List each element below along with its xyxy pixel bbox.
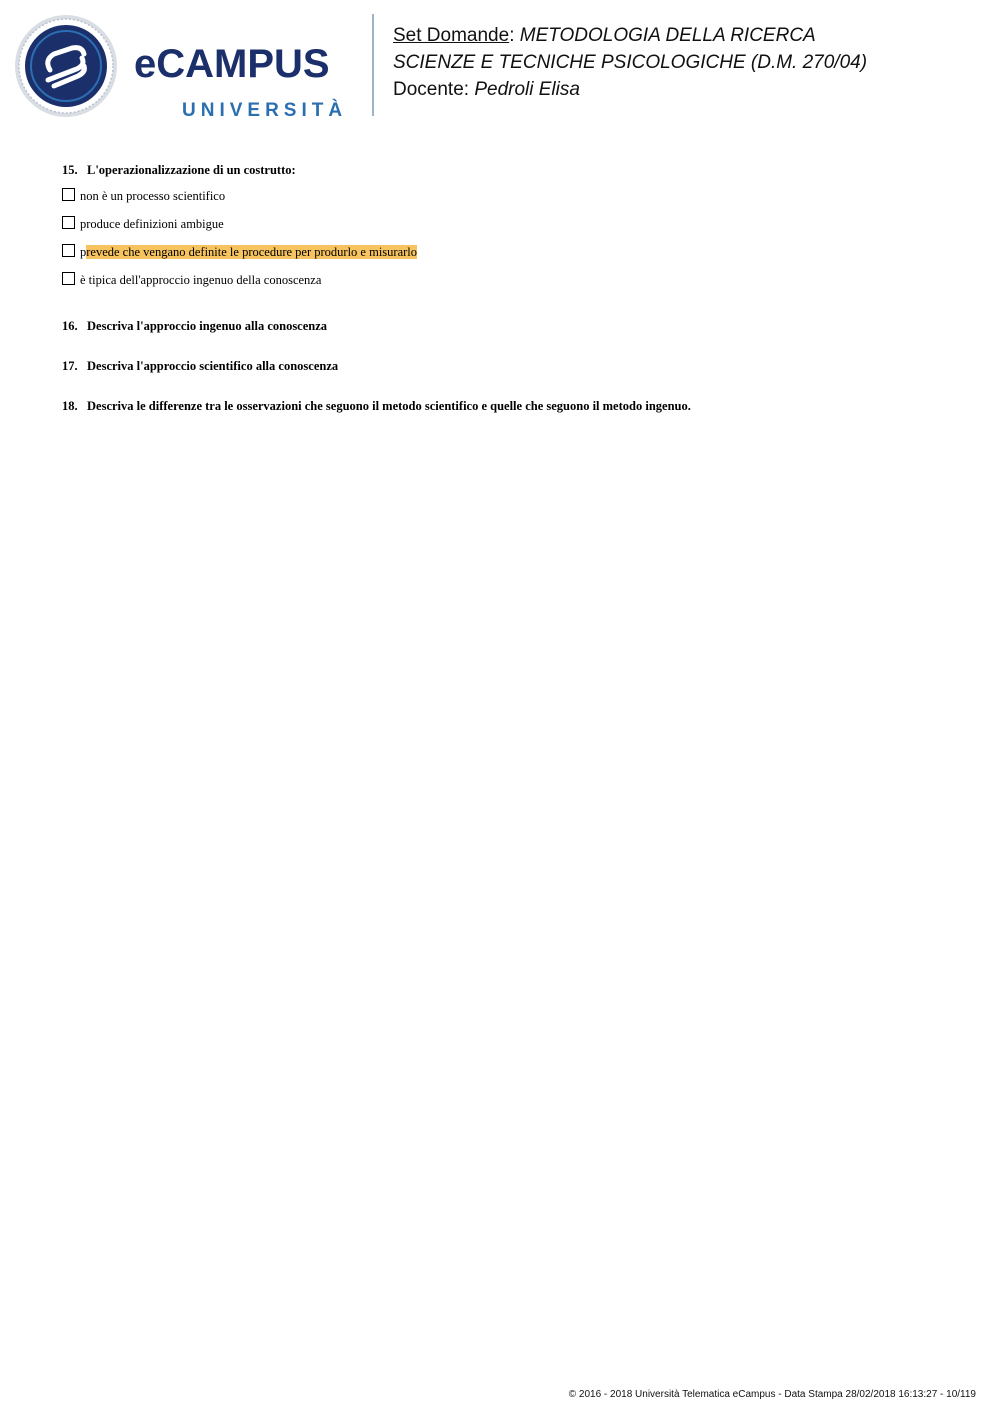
answer-checkbox[interactable] [62, 216, 75, 229]
answer-text: produce definizioni ambigue [80, 217, 224, 231]
docente-label: Docente: [393, 79, 470, 100]
answer-option[interactable] [62, 188, 962, 216]
question-number: 17. [62, 359, 78, 373]
answer-text-start: p [80, 245, 87, 259]
question-text: Descriva l'approccio scientifico alla conoscenza [87, 359, 339, 373]
questions-list [62, 162, 962, 414]
answer-checkbox[interactable] [62, 272, 75, 285]
question-number: 18. [62, 399, 78, 413]
set-title-line2: SCIENZE E TECNICHE PSICOLOGICHE (D.M. 270/04) [393, 52, 868, 73]
set-title-line2-row [393, 49, 993, 76]
answer-text [80, 244, 417, 260]
answer-option[interactable] [62, 216, 962, 244]
brand-subtitle: UNIVERSITÀ [182, 100, 348, 121]
answer-checkbox[interactable] [62, 244, 75, 257]
question-text: Descriva le differenze tra le osservazioni che seguono il metodo scientifico e quelle che seguono il metodo ingenuo. [87, 399, 691, 413]
question-text: L'operazionalizzazione di un costrutto: [87, 163, 296, 177]
docente-name: Pedroli Elisa [474, 79, 580, 100]
question-15 [62, 162, 962, 300]
question-number: 15. [62, 163, 78, 177]
question-title [62, 162, 962, 178]
set-label: Set Domande [393, 25, 510, 46]
header-info [393, 22, 993, 103]
ecampus-logo [14, 14, 359, 121]
answer-options [62, 188, 962, 300]
answer-option[interactable] [62, 272, 962, 300]
answer-text: non è un processo scientifico [80, 189, 226, 203]
answer-checkbox[interactable] [62, 188, 75, 201]
answer-option-highlighted[interactable] [62, 244, 962, 272]
answer-text: è tipica dell'approccio ingenuo della conoscenza [80, 273, 322, 287]
set-line: Set Domande: METODOLOGIA DELLA RICERCA [393, 25, 816, 46]
question-18 [62, 398, 962, 414]
brand-name: eCAMPUS [134, 42, 330, 86]
header-divider [372, 14, 374, 116]
ecampus-seal-icon [14, 14, 118, 118]
page-footer: © 2016 - 2018 Università Telematica eCampus - Data Stampa 28/02/2018 16:13:27 - 10/119 [568, 1389, 976, 1400]
question-number: 16. [62, 319, 78, 333]
question-text: Descriva l'approccio ingenuo alla conoscenza [87, 319, 328, 333]
answer-text-highlight: revede che vengano definite le procedure per produrlo e misurarlo [86, 245, 418, 259]
question-16 [62, 318, 962, 334]
set-title-line1: METODOLOGIA DELLA RICERCA [519, 25, 816, 46]
page-header [0, 0, 1000, 130]
brand-wordmark [134, 40, 359, 120]
question-17 [62, 358, 962, 374]
docente-line [393, 76, 993, 103]
